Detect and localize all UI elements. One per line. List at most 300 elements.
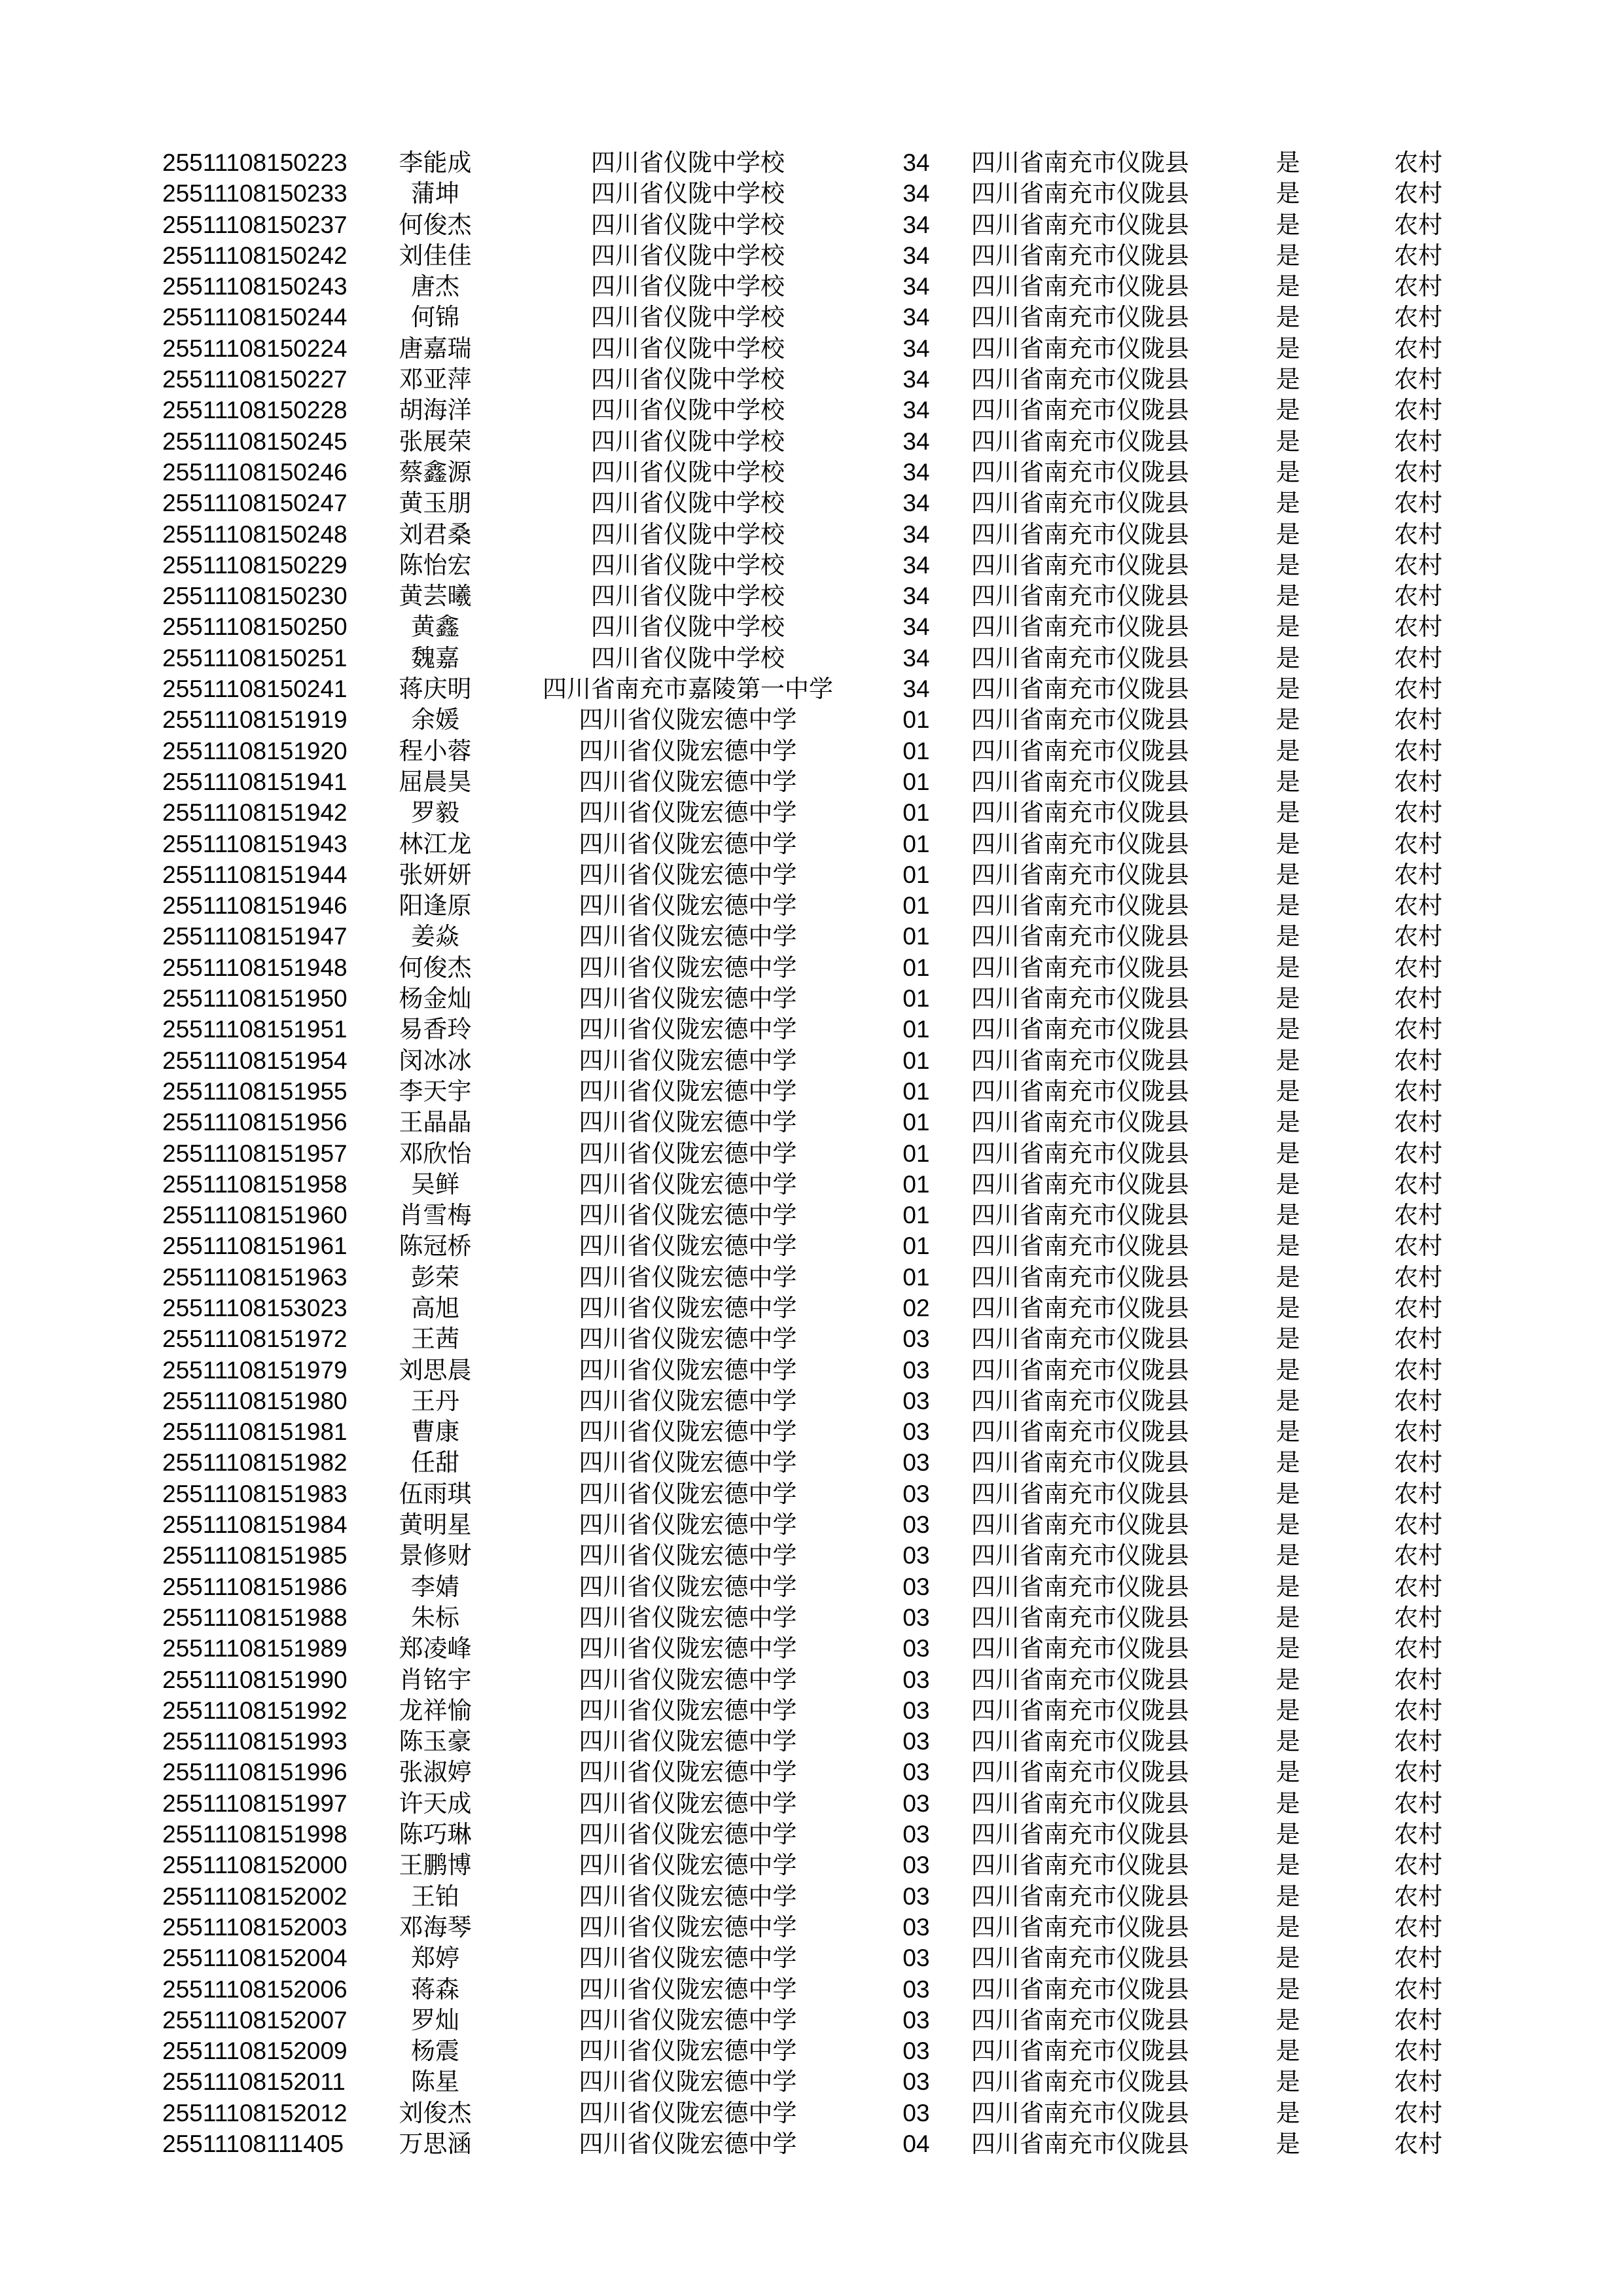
candidate-name: 蒋森 xyxy=(411,1975,459,2003)
eligibility-flag: 是 xyxy=(1275,1696,1300,1724)
candidate-name: 刘俊杰 xyxy=(399,2099,472,2126)
class-code: 01 xyxy=(902,861,930,888)
region: 四川省南充市仪陇县 xyxy=(971,180,1189,207)
candidate-name: 吴鲜 xyxy=(411,1170,459,1198)
candidate-id: 25511108151956 xyxy=(162,1109,348,1136)
table-row xyxy=(0,1355,1623,1386)
candidate-name: 李能成 xyxy=(399,149,472,176)
region: 四川省南充市仪陇县 xyxy=(971,1109,1189,1136)
candidate-name: 唐嘉瑞 xyxy=(399,334,472,362)
residence-type: 农村 xyxy=(1394,737,1442,764)
candidate-name: 郑凌峰 xyxy=(399,1635,472,1662)
table-row xyxy=(0,1943,1623,1973)
residence-type: 农村 xyxy=(1394,985,1442,1013)
class-code: 34 xyxy=(902,273,930,300)
candidate-id: 25511108151996 xyxy=(162,1759,348,1786)
eligibility-flag: 是 xyxy=(1275,1759,1300,1786)
candidate-name: 刘佳佳 xyxy=(399,242,472,269)
candidate-name: 郑婷 xyxy=(411,1945,459,1972)
candidate-name: 黄芸曦 xyxy=(399,583,472,610)
region: 四川省南充市仪陇县 xyxy=(971,397,1189,424)
candidate-id: 25511108152002 xyxy=(162,1882,348,1910)
school-name: 四川省仪陇宏德中学 xyxy=(579,2068,797,2096)
school-name: 四川省仪陇宏德中学 xyxy=(579,985,797,1013)
candidate-id: 25511108151983 xyxy=(162,1480,348,1507)
eligibility-flag: 是 xyxy=(1275,1542,1300,1570)
residence-type: 农村 xyxy=(1394,1821,1442,1848)
table-row xyxy=(0,1479,1623,1509)
school-name: 四川省仪陇宏德中学 xyxy=(579,1294,797,1321)
candidate-id: 25511108150227 xyxy=(162,366,348,393)
region: 四川省南充市仪陇县 xyxy=(971,1202,1189,1229)
residence-type: 农村 xyxy=(1394,458,1442,486)
eligibility-flag: 是 xyxy=(1275,458,1300,486)
residence-type: 农村 xyxy=(1394,1232,1442,1260)
school-name: 四川省仪陇中学校 xyxy=(591,334,785,362)
school-name: 四川省仪陇宏德中学 xyxy=(579,2099,797,2126)
class-code: 01 xyxy=(902,1047,930,1074)
candidate-name: 黄鑫 xyxy=(411,613,459,641)
region: 四川省南充市仪陇县 xyxy=(971,1542,1189,1570)
region: 四川省南充市仪陇县 xyxy=(971,1263,1189,1291)
table-row xyxy=(0,797,1623,828)
school-name: 四川省仪陇中学校 xyxy=(591,397,785,424)
candidate-name: 刘思晨 xyxy=(399,1356,472,1384)
region: 四川省南充市仪陇县 xyxy=(971,583,1189,610)
class-code: 03 xyxy=(902,1635,930,1662)
school-name: 四川省仪陇宏德中学 xyxy=(579,1789,797,1817)
residence-type: 农村 xyxy=(1394,551,1442,579)
school-name: 四川省仪陇宏德中学 xyxy=(579,1139,797,1167)
eligibility-flag: 是 xyxy=(1275,1789,1300,1817)
school-name: 四川省仪陇宏德中学 xyxy=(579,1387,797,1414)
residence-type: 农村 xyxy=(1394,1913,1442,1941)
school-name: 四川省仪陇宏德中学 xyxy=(579,2037,797,2065)
region: 四川省南充市仪陇县 xyxy=(971,1573,1189,1600)
school-name: 四川省仪陇中学校 xyxy=(591,458,785,486)
table-row xyxy=(0,364,1623,395)
candidate-id: 25511108151993 xyxy=(162,1728,348,1755)
candidate-id: 25511108151963 xyxy=(162,1263,348,1291)
eligibility-flag: 是 xyxy=(1275,1325,1300,1353)
residence-type: 农村 xyxy=(1394,1109,1442,1136)
region: 四川省南充市仪陇县 xyxy=(971,1232,1189,1260)
residence-type: 农村 xyxy=(1394,830,1442,857)
class-code: 34 xyxy=(902,242,930,269)
school-name: 四川省仪陇宏德中学 xyxy=(579,1945,797,1972)
class-code: 03 xyxy=(902,1789,930,1817)
candidate-name: 陈冠桥 xyxy=(399,1232,472,1260)
table-row xyxy=(0,333,1623,364)
class-code: 03 xyxy=(902,1975,930,2003)
table-row xyxy=(0,2036,1623,2066)
candidate-id: 25511108150228 xyxy=(162,397,348,424)
residence-type: 农村 xyxy=(1394,1449,1442,1477)
table-row xyxy=(0,766,1623,797)
candidate-id: 25511108151972 xyxy=(162,1325,348,1353)
region: 四川省南充市仪陇县 xyxy=(971,520,1189,548)
candidate-name: 何俊杰 xyxy=(399,954,472,981)
eligibility-flag: 是 xyxy=(1275,737,1300,764)
school-name: 四川省仪陇宏德中学 xyxy=(579,768,797,795)
residence-type: 农村 xyxy=(1394,211,1442,238)
eligibility-flag: 是 xyxy=(1275,675,1300,703)
eligibility-flag: 是 xyxy=(1275,1511,1300,1539)
region: 四川省南充市仪陇县 xyxy=(971,2068,1189,2096)
table-row xyxy=(0,859,1623,890)
residence-type: 农村 xyxy=(1394,2006,1442,2034)
residence-type: 农村 xyxy=(1394,149,1442,176)
eligibility-flag: 是 xyxy=(1275,985,1300,1013)
candidate-name: 高旭 xyxy=(411,1294,459,1321)
eligibility-flag: 是 xyxy=(1275,1635,1300,1662)
candidate-name: 罗毅 xyxy=(411,799,459,827)
school-name: 四川省仪陇宏德中学 xyxy=(579,1170,797,1198)
residence-type: 农村 xyxy=(1394,1975,1442,2003)
school-name: 四川省仪陇宏德中学 xyxy=(579,1759,797,1786)
eligibility-flag: 是 xyxy=(1275,706,1300,734)
school-name: 四川省仪陇宏德中学 xyxy=(579,2006,797,2034)
region: 四川省南充市仪陇县 xyxy=(971,1325,1189,1353)
candidate-name: 景修财 xyxy=(399,1542,472,1570)
candidate-id: 25511108152006 xyxy=(162,1975,348,2003)
class-code: 34 xyxy=(902,211,930,238)
candidate-id: 25511108151998 xyxy=(162,1821,348,1848)
eligibility-flag: 是 xyxy=(1275,1821,1300,1848)
eligibility-flag: 是 xyxy=(1275,397,1300,424)
candidate-name: 朱标 xyxy=(411,1604,459,1631)
score-table xyxy=(0,147,1623,2159)
residence-type: 农村 xyxy=(1394,1047,1442,1074)
table-row xyxy=(0,2128,1623,2159)
eligibility-flag: 是 xyxy=(1275,334,1300,362)
school-name: 四川省仪陇宏德中学 xyxy=(579,1821,797,1848)
table-row xyxy=(0,1230,1623,1261)
candidate-id: 25511108150237 xyxy=(162,211,348,238)
region: 四川省南充市仪陇县 xyxy=(971,2037,1189,2065)
eligibility-flag: 是 xyxy=(1275,551,1300,579)
region: 四川省南充市仪陇县 xyxy=(971,1016,1189,1043)
eligibility-flag: 是 xyxy=(1275,613,1300,641)
class-code: 03 xyxy=(902,1759,930,1786)
eligibility-flag: 是 xyxy=(1275,1202,1300,1229)
eligibility-flag: 是 xyxy=(1275,520,1300,548)
school-name: 四川省仪陇宏德中学 xyxy=(579,1356,797,1384)
candidate-name: 龙祥愉 xyxy=(399,1696,472,1724)
table-row xyxy=(0,1819,1623,1850)
residence-type: 农村 xyxy=(1394,2099,1442,2126)
candidate-id: 25511108151955 xyxy=(162,1077,348,1105)
class-code: 03 xyxy=(902,1573,930,1600)
residence-type: 农村 xyxy=(1394,1294,1442,1321)
school-name: 四川省仪陇中学校 xyxy=(591,211,785,238)
candidate-id: 25511108152004 xyxy=(162,1945,348,1972)
candidate-id: 25511108152009 xyxy=(162,2037,348,2065)
eligibility-flag: 是 xyxy=(1275,2006,1300,2034)
class-code: 03 xyxy=(902,1852,930,1879)
region: 四川省南充市仪陇县 xyxy=(971,366,1189,393)
class-code: 03 xyxy=(902,1945,930,1972)
class-code: 34 xyxy=(902,304,930,331)
candidate-name: 张展荣 xyxy=(399,427,472,455)
residence-type: 农村 xyxy=(1394,799,1442,827)
school-name: 四川省仪陇宏德中学 xyxy=(579,1325,797,1353)
school-name: 四川省仪陇宏德中学 xyxy=(579,1077,797,1105)
region: 四川省南充市仪陇县 xyxy=(971,1139,1189,1167)
candidate-id: 25511108150230 xyxy=(162,583,348,610)
candidate-name: 姜焱 xyxy=(411,923,459,950)
region: 四川省南充市仪陇县 xyxy=(971,304,1189,331)
candidate-id: 25511108151950 xyxy=(162,985,348,1013)
residence-type: 农村 xyxy=(1394,520,1442,548)
school-name: 四川省仪陇中学校 xyxy=(591,551,785,579)
school-name: 四川省仪陇中学校 xyxy=(591,613,785,641)
candidate-id: 25511108151961 xyxy=(162,1232,348,1260)
school-name: 四川省仪陇宏德中学 xyxy=(579,1511,797,1539)
school-name: 四川省仪陇宏德中学 xyxy=(579,830,797,857)
candidate-id: 25511108150223 xyxy=(162,149,348,176)
class-code: 03 xyxy=(902,1542,930,1570)
candidate-name: 胡海洋 xyxy=(399,397,472,424)
table-row xyxy=(0,1293,1623,1323)
table-row xyxy=(0,1726,1623,1757)
candidate-name: 阳逢原 xyxy=(399,892,472,920)
region: 四川省南充市仪陇县 xyxy=(971,1975,1189,2003)
candidate-name: 易香玲 xyxy=(399,1016,472,1043)
school-name: 四川省仪陇宏德中学 xyxy=(579,1449,797,1477)
residence-type: 农村 xyxy=(1394,861,1442,888)
region: 四川省南充市仪陇县 xyxy=(971,149,1189,176)
table-row xyxy=(0,611,1623,642)
region: 四川省南充市仪陇县 xyxy=(971,1449,1189,1477)
candidate-id: 25511108151948 xyxy=(162,954,348,981)
region: 四川省南充市仪陇县 xyxy=(971,799,1189,827)
school-name: 四川省仪陇宏德中学 xyxy=(579,1696,797,1724)
region: 四川省南充市仪陇县 xyxy=(971,1728,1189,1755)
eligibility-flag: 是 xyxy=(1275,830,1300,857)
class-code: 34 xyxy=(902,427,930,455)
eligibility-flag: 是 xyxy=(1275,1913,1300,1941)
school-name: 四川省仪陇中学校 xyxy=(591,583,785,610)
candidate-id: 25511108150233 xyxy=(162,180,348,207)
candidate-name: 蔡鑫源 xyxy=(399,458,472,486)
class-code: 34 xyxy=(902,334,930,362)
eligibility-flag: 是 xyxy=(1275,768,1300,795)
candidate-id: 25511108152007 xyxy=(162,2006,348,2034)
table-row xyxy=(0,488,1623,518)
candidate-id: 25511108151947 xyxy=(162,923,348,950)
eligibility-flag: 是 xyxy=(1275,1077,1300,1105)
candidate-id: 25511108152011 xyxy=(162,2068,346,2096)
residence-type: 农村 xyxy=(1394,1016,1442,1043)
school-name: 四川省仪陇宏德中学 xyxy=(579,737,797,764)
class-code: 34 xyxy=(902,583,930,610)
residence-type: 农村 xyxy=(1394,1666,1442,1693)
candidate-id: 25511108150242 xyxy=(162,242,348,269)
table-row xyxy=(0,952,1623,983)
candidate-id: 25511108152000 xyxy=(162,1852,348,1879)
school-name: 四川省仪陇宏德中学 xyxy=(579,1016,797,1043)
residence-type: 农村 xyxy=(1394,397,1442,424)
candidate-name: 肖铭宇 xyxy=(399,1666,472,1693)
region: 四川省南充市仪陇县 xyxy=(971,613,1189,641)
table-row xyxy=(0,1416,1623,1447)
residence-type: 农村 xyxy=(1394,1696,1442,1724)
school-name: 四川省仪陇中学校 xyxy=(591,490,785,517)
class-code: 34 xyxy=(902,644,930,672)
class-code: 03 xyxy=(902,1696,930,1724)
class-code: 01 xyxy=(902,1109,930,1136)
residence-type: 农村 xyxy=(1394,644,1442,672)
table-row xyxy=(0,1695,1623,1726)
candidate-name: 陈巧琳 xyxy=(399,1821,472,1848)
eligibility-flag: 是 xyxy=(1275,1109,1300,1136)
region: 四川省南充市仪陇县 xyxy=(971,273,1189,300)
region: 四川省南充市仪陇县 xyxy=(971,2099,1189,2126)
candidate-name: 闵冰冰 xyxy=(399,1047,472,1074)
school-name: 四川省仪陇宏德中学 xyxy=(579,1573,797,1600)
region: 四川省南充市仪陇县 xyxy=(971,1480,1189,1507)
candidate-name: 余媛 xyxy=(411,706,459,734)
candidate-id: 25511108150241 xyxy=(162,675,348,703)
candidate-name: 陈星 xyxy=(411,2068,459,2096)
residence-type: 农村 xyxy=(1394,180,1442,207)
region: 四川省南充市仪陇县 xyxy=(971,1294,1189,1321)
region: 四川省南充市仪陇县 xyxy=(971,1077,1189,1105)
region: 四川省南充市仪陇县 xyxy=(971,644,1189,672)
residence-type: 农村 xyxy=(1394,2068,1442,2096)
table-row xyxy=(0,240,1623,271)
residence-type: 农村 xyxy=(1394,892,1442,920)
eligibility-flag: 是 xyxy=(1275,954,1300,981)
region: 四川省南充市仪陇县 xyxy=(971,954,1189,981)
candidate-name: 陈怡宏 xyxy=(399,551,472,579)
residence-type: 农村 xyxy=(1394,1356,1442,1384)
table-row xyxy=(0,921,1623,952)
residence-type: 农村 xyxy=(1394,1759,1442,1786)
region: 四川省南充市仪陇县 xyxy=(971,1852,1189,1879)
candidate-name: 张妍妍 xyxy=(399,861,472,888)
class-code: 03 xyxy=(902,2037,930,2065)
candidate-id: 25511108151942 xyxy=(162,799,348,827)
residence-type: 农村 xyxy=(1394,273,1442,300)
candidate-name: 李天宇 xyxy=(399,1077,472,1105)
eligibility-flag: 是 xyxy=(1275,1480,1300,1507)
region: 四川省南充市仪陇县 xyxy=(971,1356,1189,1384)
candidate-name: 刘君桑 xyxy=(399,520,472,548)
residence-type: 农村 xyxy=(1394,304,1442,331)
candidate-name: 王丹 xyxy=(411,1387,459,1414)
region: 四川省南充市仪陇县 xyxy=(971,768,1189,795)
residence-type: 农村 xyxy=(1394,954,1442,981)
school-name: 四川省仪陇宏德中学 xyxy=(579,1109,797,1136)
region: 四川省南充市仪陇县 xyxy=(971,1821,1189,1848)
class-code: 03 xyxy=(902,1356,930,1384)
class-code: 01 xyxy=(902,985,930,1013)
class-code: 03 xyxy=(902,1882,930,1910)
candidate-name: 王晶晶 xyxy=(399,1109,472,1136)
candidate-id: 25511108150246 xyxy=(162,458,348,486)
candidate-name: 蒲坤 xyxy=(411,180,459,207)
residence-type: 农村 xyxy=(1394,427,1442,455)
eligibility-flag: 是 xyxy=(1275,1356,1300,1384)
class-code: 03 xyxy=(902,1387,930,1414)
table-row xyxy=(0,581,1623,611)
residence-type: 农村 xyxy=(1394,1418,1442,1446)
table-row xyxy=(0,1633,1623,1664)
school-name: 四川省仪陇中学校 xyxy=(591,520,785,548)
class-code: 34 xyxy=(902,520,930,548)
school-name: 四川省仪陇宏德中学 xyxy=(579,1913,797,1941)
region: 四川省南充市仪陇县 xyxy=(971,2006,1189,2034)
school-name: 四川省仪陇宏德中学 xyxy=(579,1263,797,1291)
class-code: 01 xyxy=(902,1139,930,1167)
class-code: 03 xyxy=(902,1480,930,1507)
eligibility-flag: 是 xyxy=(1275,1418,1300,1446)
candidate-id: 25511108153023 xyxy=(162,1294,348,1321)
residence-type: 农村 xyxy=(1394,366,1442,393)
eligibility-flag: 是 xyxy=(1275,1573,1300,1600)
table-row xyxy=(0,1974,1623,2005)
class-code: 01 xyxy=(902,1232,930,1260)
eligibility-flag: 是 xyxy=(1275,242,1300,269)
candidate-id: 25511108151960 xyxy=(162,1202,348,1229)
residence-type: 农村 xyxy=(1394,334,1442,362)
candidate-name: 何锦 xyxy=(411,304,459,331)
eligibility-flag: 是 xyxy=(1275,1666,1300,1693)
class-code: 03 xyxy=(902,2068,930,2096)
region: 四川省南充市仪陇县 xyxy=(971,706,1189,734)
eligibility-flag: 是 xyxy=(1275,892,1300,920)
candidate-name: 魏嘉 xyxy=(411,644,459,672)
region: 四川省南充市仪陇县 xyxy=(971,211,1189,238)
residence-type: 农村 xyxy=(1394,1387,1442,1414)
table-row xyxy=(0,1571,1623,1602)
region: 四川省南充市仪陇县 xyxy=(971,490,1189,517)
region: 四川省南充市仪陇县 xyxy=(971,242,1189,269)
eligibility-flag: 是 xyxy=(1275,304,1300,331)
eligibility-flag: 是 xyxy=(1275,149,1300,176)
candidate-id: 25511108151954 xyxy=(162,1047,348,1074)
candidate-id: 25511108150224 xyxy=(162,334,348,362)
table-row xyxy=(0,457,1623,488)
residence-type: 农村 xyxy=(1394,1852,1442,1879)
table-row xyxy=(0,736,1623,766)
table-row xyxy=(0,178,1623,209)
table-row xyxy=(0,1664,1623,1695)
table-row xyxy=(0,426,1623,457)
candidate-name: 杨金灿 xyxy=(399,985,472,1013)
table-row xyxy=(0,704,1623,735)
class-code: 34 xyxy=(902,551,930,579)
eligibility-flag: 是 xyxy=(1275,644,1300,672)
class-code: 34 xyxy=(902,675,930,703)
candidate-id: 25511108151946 xyxy=(162,892,348,920)
candidate-id: 25511108151989 xyxy=(162,1635,348,1662)
candidate-id: 25511108151943 xyxy=(162,830,348,857)
school-name: 四川省仪陇宏德中学 xyxy=(579,923,797,950)
school-name: 四川省仪陇中学校 xyxy=(591,149,785,176)
candidate-name: 曹康 xyxy=(411,1418,459,1446)
region: 四川省南充市仪陇县 xyxy=(971,985,1189,1013)
candidate-name: 陈玉豪 xyxy=(399,1728,472,1755)
candidate-id: 25511108151979 xyxy=(162,1356,348,1384)
school-name: 四川省南充市嘉陵第一中学 xyxy=(543,675,833,703)
eligibility-flag: 是 xyxy=(1275,211,1300,238)
residence-type: 农村 xyxy=(1394,1573,1442,1600)
residence-type: 农村 xyxy=(1394,1480,1442,1507)
table-row xyxy=(0,2005,1623,2036)
